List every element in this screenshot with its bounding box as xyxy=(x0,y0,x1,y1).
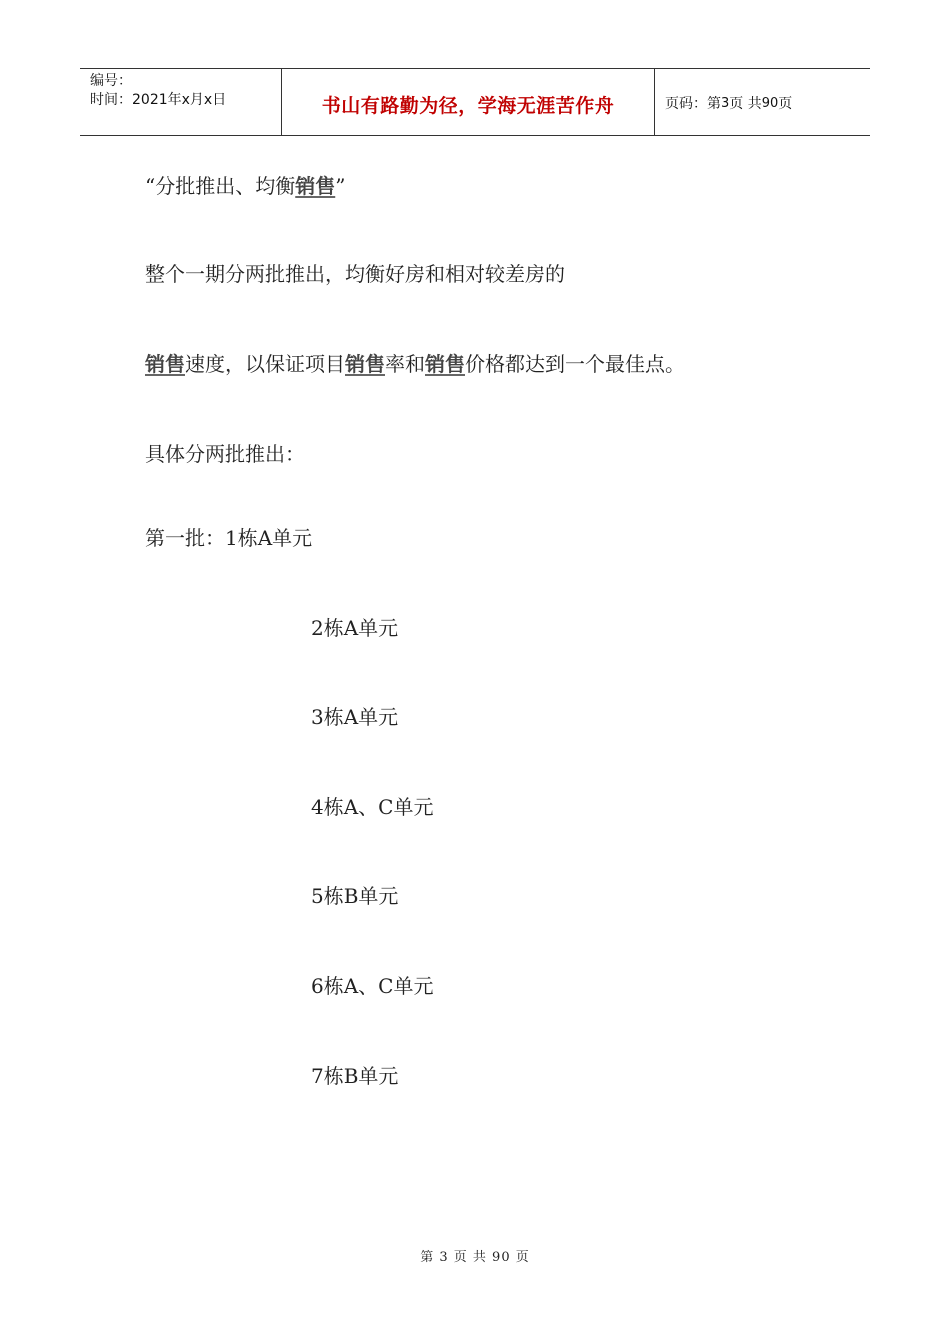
unit-list-item: 7栋B单元 xyxy=(311,1064,399,1088)
paragraph-3: 具体分两批推出： xyxy=(145,442,305,466)
keyword-link[interactable]: 销售 xyxy=(345,352,385,376)
paragraph-2-text-1: 速度，以保证项目 xyxy=(185,352,345,376)
keyword-link[interactable]: 销售 xyxy=(145,352,185,376)
paragraph-2 xyxy=(145,350,685,378)
section-heading xyxy=(145,172,345,200)
unit-list-item: 4栋A、C单元 xyxy=(311,795,434,819)
paragraph-2-text-3: 价格都达到一个最佳点。 xyxy=(465,352,685,376)
doc-number-label: 编号： xyxy=(90,73,132,89)
header-motto-cell xyxy=(282,69,655,135)
batch-1-label: 第一批：1栋A单元 xyxy=(145,526,313,550)
page-info-current: 3 xyxy=(721,95,730,111)
unit-list-item: 5栋B单元 xyxy=(311,884,399,908)
page-info-prefix: 页码：第 xyxy=(665,96,721,112)
header-motto: 书山有路勤为径，学海无涯苦作舟 xyxy=(321,94,615,117)
heading-close: ” xyxy=(335,174,346,198)
unit-list-item: 3栋A单元 xyxy=(311,705,399,729)
unit-list-item: 2栋A单元 xyxy=(311,616,399,640)
doc-time-label: 时间：2021年x月x日 xyxy=(90,92,227,108)
header-page-info xyxy=(655,69,870,135)
header-meta xyxy=(80,69,282,135)
unit-list-item: 6栋A、C单元 xyxy=(311,974,434,998)
page-header xyxy=(80,68,870,136)
page-info-total: 90 xyxy=(761,95,779,111)
page-info-suffix: 页 xyxy=(778,96,793,112)
page-info-mid: 页 共 xyxy=(729,96,762,112)
paragraph-1: 整个一期分两批推出，均衡好房和相对较差房的 xyxy=(145,262,565,286)
keyword-link[interactable]: 销售 xyxy=(425,352,465,376)
paragraph-2-text-2: 率和 xyxy=(385,352,425,376)
heading-open: “分批推出、均衡 xyxy=(145,174,296,198)
keyword-link[interactable]: 销售 xyxy=(295,174,336,198)
page-footer: 第 3 页 共 90 页 xyxy=(420,1250,530,1265)
